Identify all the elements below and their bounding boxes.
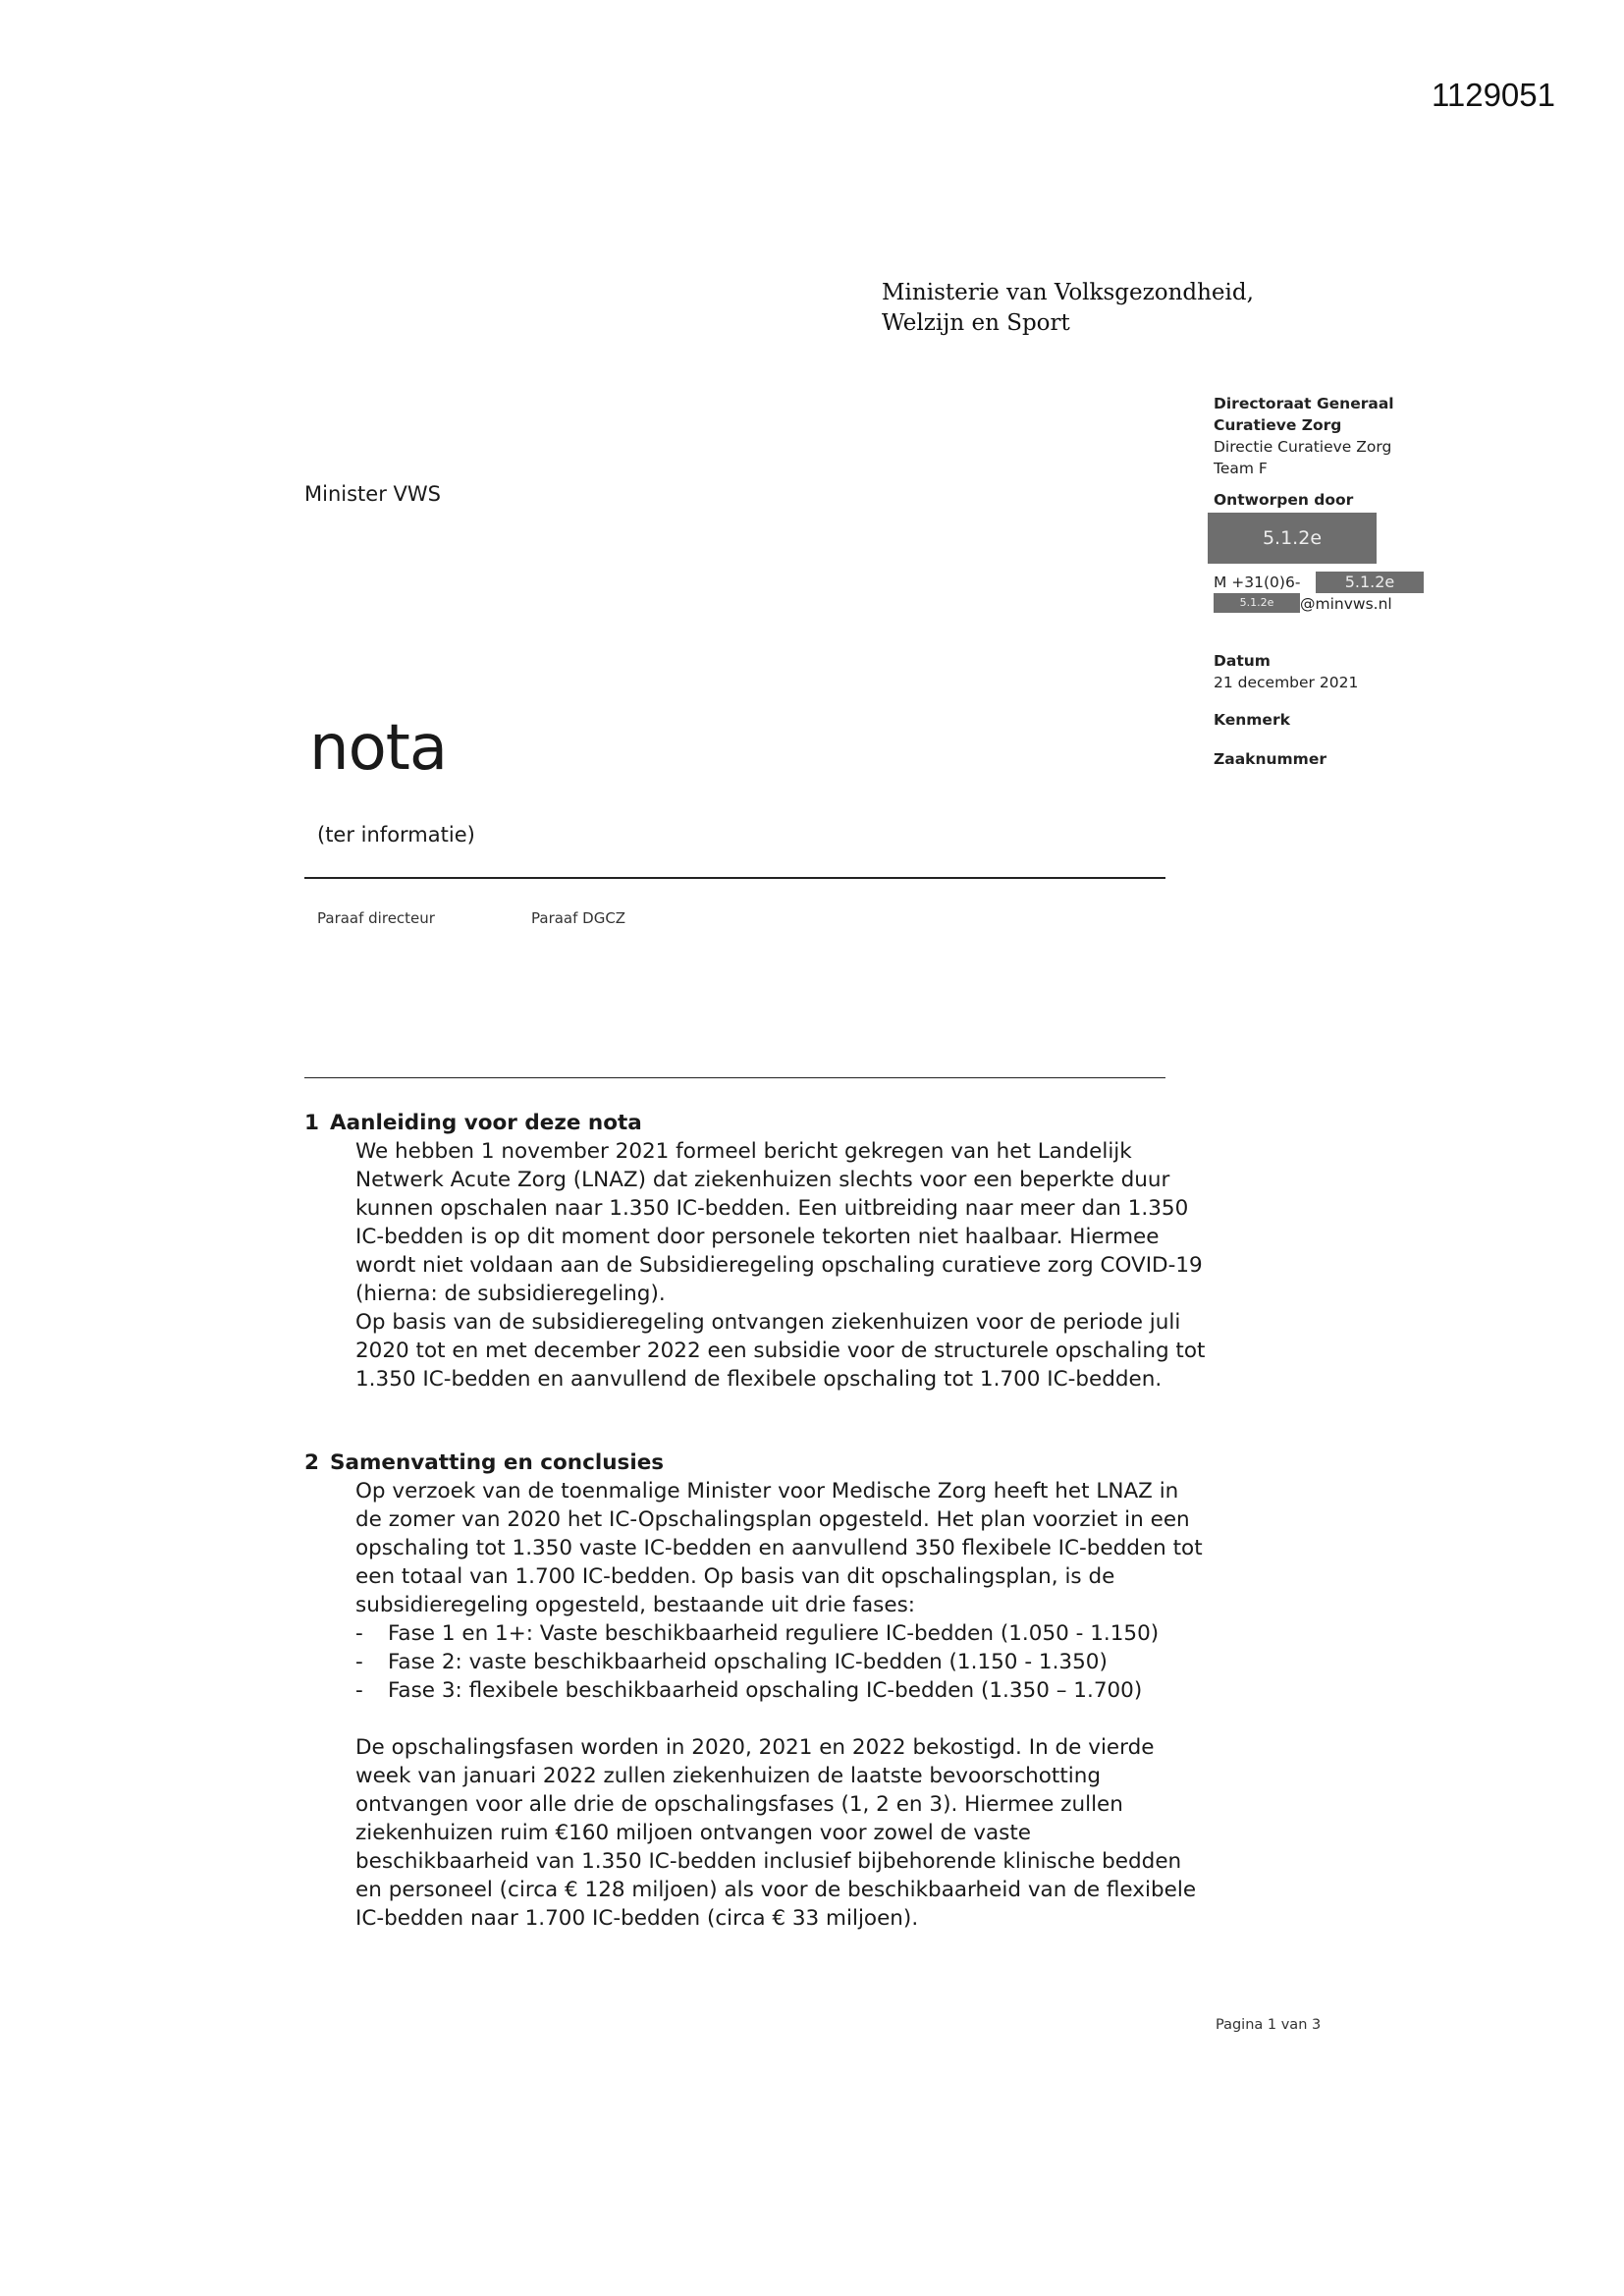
addressee: Minister VWS xyxy=(304,482,441,506)
page-number: Pagina 1 van 3 xyxy=(1216,2017,1322,2033)
team: Team F xyxy=(1214,460,1268,477)
section-1-paragraph-2: Op basis van de subsidieregeling ontvangen ziekenhuizen voor de periode juli 2020 tot en met december 2022 een subsidie voor de structurele opschaling tot 1.350 IC-bedden en aanvullend de flexibele opschaling tot 1.700 IC-bedden. xyxy=(355,1310,1206,1392)
date-value: 21 december 2021 xyxy=(1214,674,1359,691)
redacted-phone: 5.1.2e xyxy=(1316,572,1424,593)
sender-sidebar xyxy=(1214,393,1508,770)
ministry-line-2: Welzijn en Sport xyxy=(882,310,1070,336)
section-2 xyxy=(304,1449,1208,1933)
date-label: Datum xyxy=(1214,652,1271,670)
document-subtitle: (ter informatie) xyxy=(317,823,475,847)
section-2-closing: De opschalingsfasen worden in 2020, 2021 en 2022 bekostigd. In de vierde week van januari 2022 zullen ziekenhuizen de laatste bevoorschotting ontvangen voor alle drie de opschalingsfases (1, 2 en 3). Hiermee zullen ziekenhuizen ruim €160 miljoen ontvangen voor zowel de vaste beschikbaarheid van 1.350 IC-bedden inclusief bijbehorende klinische bedden en personeel (circa € 128 miljoen) als voor de beschikbaarheid van de flexibele IC-bedden naar 1.700 IC-bedden (circa € 33 miljoen). xyxy=(355,1735,1197,1931)
redacted-name: 5.1.2e xyxy=(1208,513,1377,564)
document-number: 1129051 xyxy=(1431,77,1555,113)
zaaknummer-label: Zaaknummer xyxy=(1214,750,1326,768)
dg-line-1: Directoraat Generaal xyxy=(1214,395,1394,412)
designed-by-label: Ontworpen door xyxy=(1214,491,1354,509)
email-domain: @minvws.nl xyxy=(1300,595,1392,613)
redacted-email: 5.1.2e xyxy=(1214,593,1300,613)
section-2-heading: 2 Samenvatting en conclusies xyxy=(304,1450,665,1475)
paraaf-directeur: Paraaf directeur xyxy=(317,909,435,927)
directie: Directie Curatieve Zorg xyxy=(1214,438,1392,456)
ministry-logo-text xyxy=(882,278,1254,339)
phase-list xyxy=(355,1619,1208,1705)
document-title: nota xyxy=(309,712,448,785)
section-1-paragraph-1: We hebben 1 november 2021 formeel bericht gekregen van het Landelijk Netwerk Acute Zorg (LNAZ) dat ziekenhuizen slechts voor een beperkte duur kunnen opschalen naar 1.350 IC-bedden. Een uitbreiding naar meer dan 1.350 IC-bedden is op dit moment door personele tekorten niet haalbaar. Hiermee wordt niet voldaan aan de Subsidieregeling opschaling curatieve zorg COVID-19 (hierna: de subsidieregeling). xyxy=(355,1139,1203,1306)
email-row xyxy=(1214,593,1508,615)
ministry-line-1: Ministerie van Volksgezondheid, xyxy=(882,280,1254,305)
section-1 xyxy=(304,1109,1208,1394)
list-item: - Fase 1 en 1+: Vaste beschikbaarheid reguliere IC-bedden (1.050 - 1.150) xyxy=(355,1619,1208,1648)
section-2-intro: Op verzoek van de toenmalige Minister voor Medische Zorg heeft het LNAZ in de zomer van 2020 het IC-Opschalingsplan opgesteld. Het plan voorziet in een opschaling tot 1.350 vaste IC-bedden en aanvullend 350 flexibele IC-bedden tot een totaal van 1.700 IC-bedden. Op basis van dit opschalingsplan, is de subsidieregeling opgesteld, bestaande uit drie fases: xyxy=(355,1479,1203,1617)
phone-prefix: M +31(0)6- xyxy=(1214,574,1301,591)
paraaf-dgcz: Paraaf DGCZ xyxy=(531,909,626,927)
divider-bottom xyxy=(304,1077,1165,1078)
dg-line-2: Curatieve Zorg xyxy=(1214,416,1342,434)
divider-top xyxy=(304,877,1165,879)
section-1-heading: 1 Aanleiding voor deze nota xyxy=(304,1111,642,1135)
list-item: - Fase 2: vaste beschikbaarheid opschaling IC-bedden (1.150 - 1.350) xyxy=(355,1648,1208,1676)
phone-row xyxy=(1214,572,1508,593)
list-item: - Fase 3: flexibele beschikbaarheid opschaling IC-bedden (1.350 – 1.700) xyxy=(355,1676,1208,1705)
kenmerk-label: Kenmerk xyxy=(1214,711,1290,729)
